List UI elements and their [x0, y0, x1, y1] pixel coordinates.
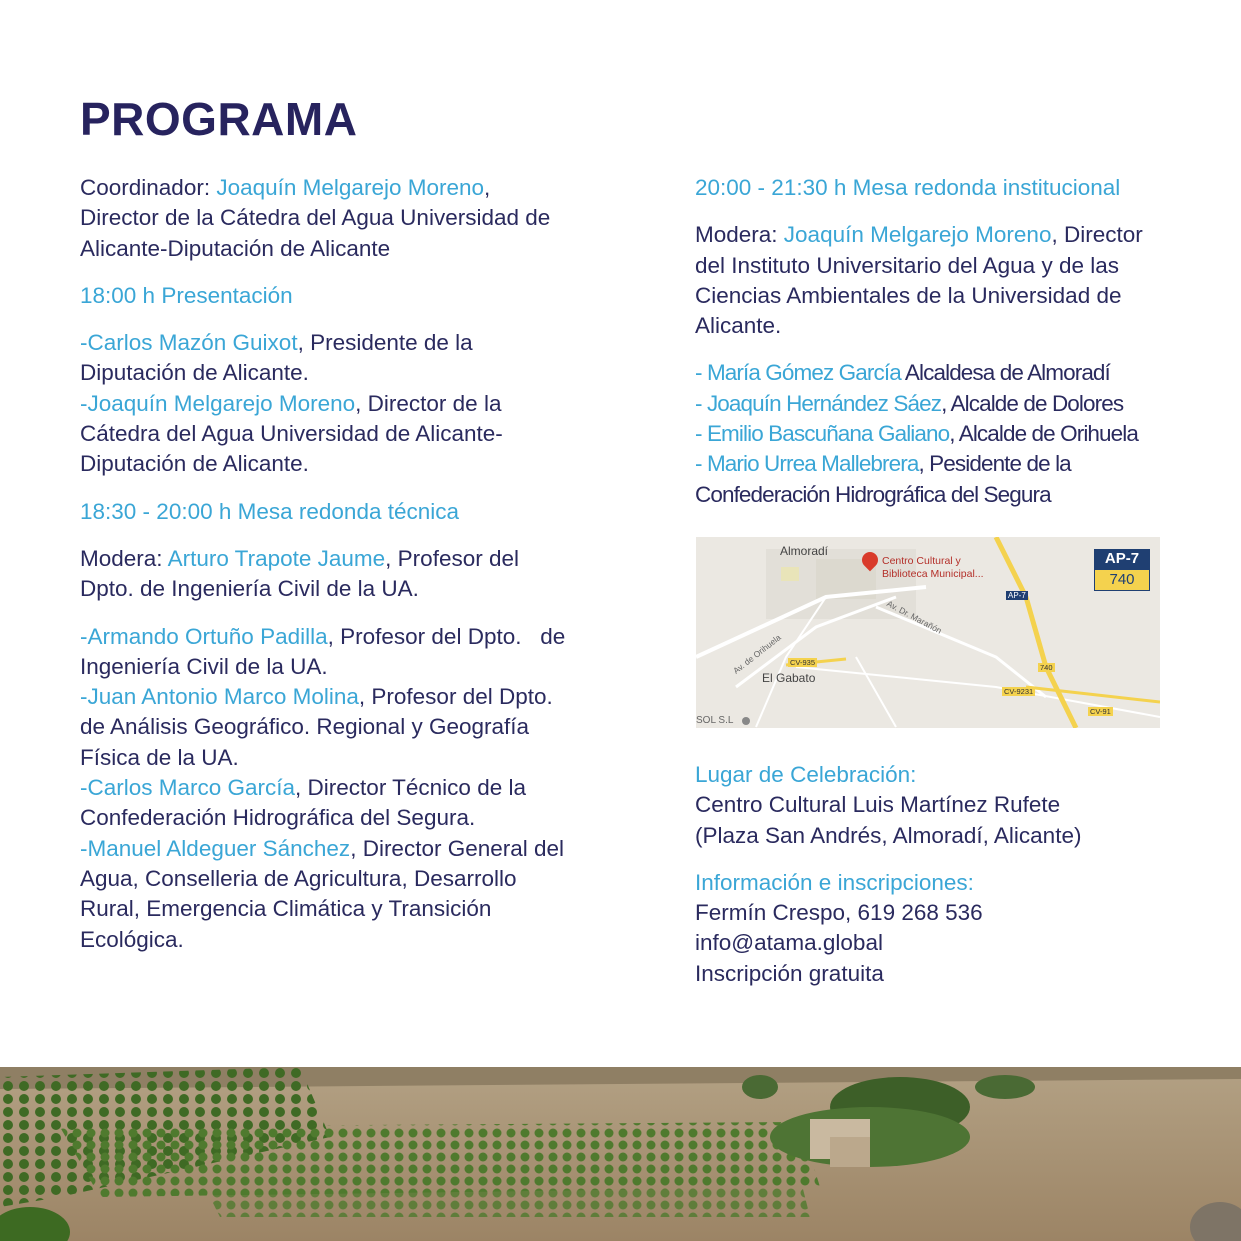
- moderator-name: Joaquín Melgarejo Moreno: [783, 222, 1052, 248]
- map-road-label: CV-9231: [1004, 687, 1034, 696]
- speaker-role: , Director General del Agua, Conselleria de Agricultura, Desarrollo Rural, Emergencia Climática y Transición Ecológica.: [80, 835, 565, 952]
- map-town-label: Almoradí: [780, 544, 829, 558]
- moderator-label: Modera:: [695, 222, 784, 248]
- left-column: [80, 173, 570, 955]
- section-tecnica-heading: 18:30 - 20:00 h Mesa redonda técnica: [80, 498, 460, 524]
- map-marker-icon: [742, 717, 750, 725]
- moderator-paragraph: [80, 544, 570, 605]
- speaker-role: , Profesor del Dpto. de Ingeniería Civil de la UA.: [80, 623, 572, 679]
- moderator-name: Arturo Trapote Jaume: [167, 545, 386, 571]
- map-road-label: CV-935: [790, 658, 816, 667]
- speaker-role: , Alcalde de Dolores: [941, 390, 1124, 416]
- speaker-item: [80, 834, 570, 955]
- speaker-role: , Presidente de la Diputación de Alicante.: [80, 330, 473, 386]
- speaker-name: -Manuel Aldeguer Sánchez: [80, 835, 351, 861]
- section-institucional-heading: 20:00 - 21:30 h Mesa redonda institucional: [695, 175, 1121, 200]
- location-map[interactable]: [696, 537, 1160, 728]
- venue-line: (Plaza San Andrés, Almoradí, Alicante): [695, 822, 1082, 848]
- speaker-name: - Joaquín Hernández Sáez: [695, 390, 942, 416]
- info-note: Inscripción gratuita: [695, 960, 884, 986]
- info-email[interactable]: info@atama.global: [695, 930, 883, 956]
- map-road-label: Av. Dr. Marañón: [885, 598, 944, 636]
- map-town-label: El Gabato: [762, 671, 816, 685]
- coordinator-role: , Director de la Cátedra del Agua Universidad de Alicante-Diputación de Alicante: [80, 175, 551, 261]
- speaker-item: [695, 358, 1175, 388]
- speaker-item: [80, 773, 570, 834]
- speaker-role: , Pesidente de la Confederación Hidrográfica del Segura: [695, 451, 1071, 507]
- info-heading: Información e inscripciones:: [695, 869, 974, 895]
- moderator-paragraph: [695, 220, 1175, 341]
- page-title: PROGRAMA: [80, 93, 358, 145]
- speaker-item: [80, 389, 570, 480]
- map-road-label: 740: [1040, 663, 1053, 672]
- moderator-role: , Director del Instituto Universitario del Agua y de las Ciencias Ambientales de la Universidad de Alicante.: [695, 222, 1143, 339]
- speaker-item: [695, 389, 1175, 419]
- speaker-name: -Carlos Mazón Guixot: [80, 330, 298, 356]
- moderator-label: Modera:: [80, 545, 168, 571]
- speaker-role: , Director Técnico de la Confederación Hidrográfica del Segura.: [80, 775, 526, 831]
- speaker-name: - Emilio Bascuñana Galiano: [695, 421, 950, 447]
- shield-bottom: 740: [1094, 569, 1150, 591]
- speaker-name: -Armando Ortuño Padilla: [80, 623, 328, 649]
- coordinator-paragraph: [80, 173, 570, 264]
- speaker-item: [80, 622, 570, 683]
- flooded-fields-photo: [0, 1067, 1241, 1241]
- speaker-role: , Alcalde de Orihuela: [949, 421, 1138, 447]
- speaker-role: Alcaldesa de Almoradí: [900, 360, 1110, 386]
- shield-top: AP-7: [1094, 549, 1150, 569]
- mayors-list: [695, 358, 1175, 509]
- speaker-role: , Profesor del Dpto. de Análisis Geográfico. Regional y Geografía Física de la UA.: [80, 684, 553, 770]
- map-bottom-label: SOL S.L: [696, 715, 734, 726]
- map-place-line: Centro Cultural y: [882, 555, 961, 567]
- coordinator-name: Joaquín Melgarejo Moreno: [216, 175, 485, 200]
- venue-heading: Lugar de Celebración:: [695, 761, 917, 787]
- coordinator-label: Coordinador:: [80, 175, 217, 200]
- speaker-name: -Joaquín Melgarejo Moreno: [80, 390, 356, 416]
- speaker-item: [80, 682, 570, 773]
- speaker-role: , Director de la Cátedra del Agua Universidad de Alicante-Diputación de Alicante.: [80, 390, 503, 477]
- map-road-label: Av. de Orihuela: [731, 632, 783, 676]
- map-place-line: Biblioteca Municipal...: [882, 568, 984, 580]
- map-place-label[interactable]: [882, 555, 984, 581]
- speaker-item: [80, 328, 570, 389]
- map-road-label: CV-91: [1090, 707, 1111, 716]
- speaker-name: - María Gómez García: [695, 360, 901, 386]
- speaker-name: -Carlos Marco García: [80, 775, 296, 801]
- speaker-name: -Juan Antonio Marco Molina: [80, 684, 359, 710]
- moderator-role: , Profesor del Dpto. de Ingeniería Civil de la UA.: [80, 545, 519, 602]
- highway-shield: [1094, 549, 1150, 591]
- speaker-item: [695, 449, 1175, 510]
- venue-line: Centro Cultural Luis Martínez Rufete: [695, 792, 1061, 818]
- speaker-item: [695, 419, 1175, 449]
- info-phone: Fermín Crespo, 619 268 536: [695, 900, 983, 926]
- map-road-label: AP-7: [1008, 591, 1026, 600]
- speaker-name: - Mario Urrea Mallebrera: [695, 451, 919, 477]
- section-presentacion-heading: 18:00 h Presentación: [80, 282, 293, 308]
